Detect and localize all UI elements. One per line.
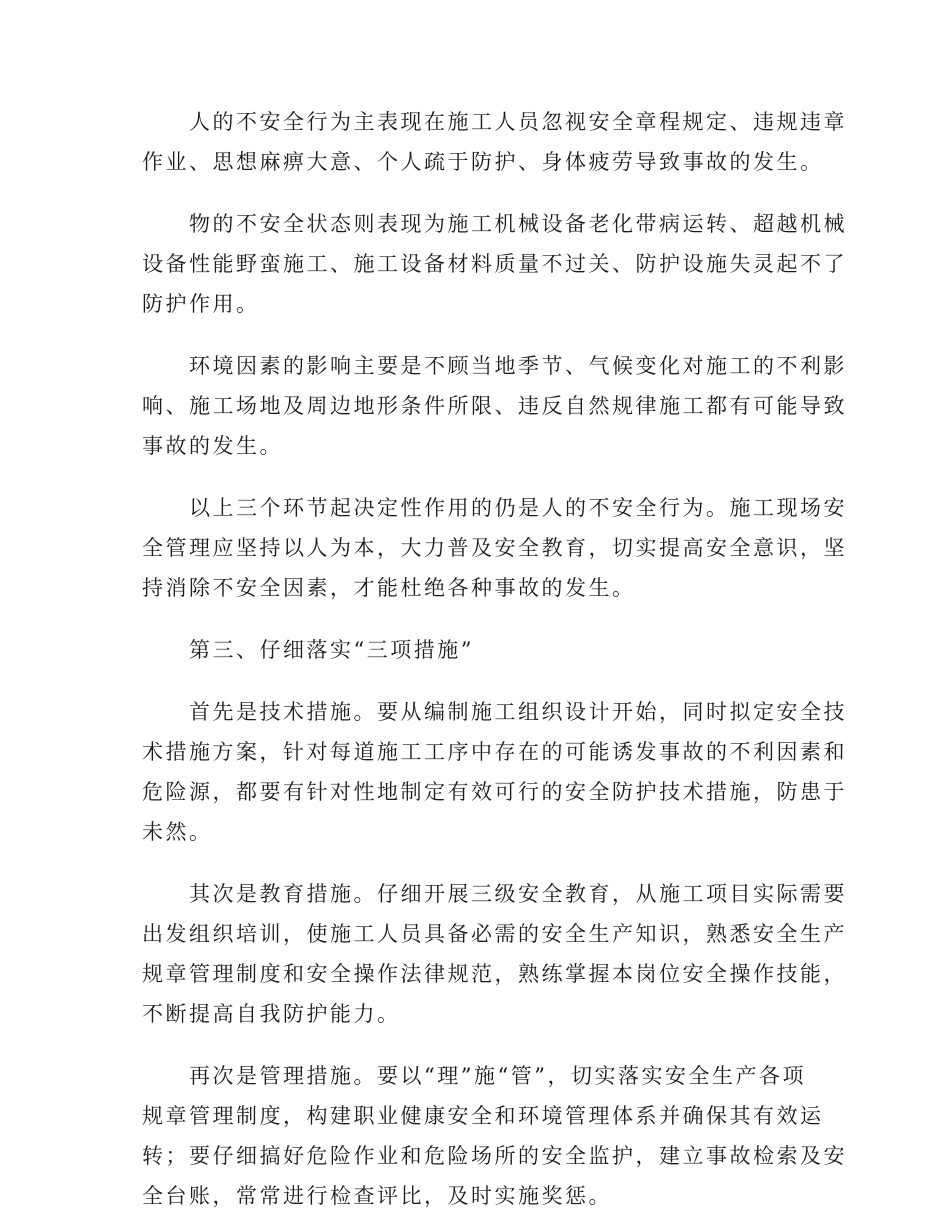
paragraph-line: 未然。 [142, 820, 213, 844]
paragraph-line: 设备性能野蛮施工、施工设备材料质量不过关、防护设施失灵起不了 [142, 252, 847, 276]
paragraph-line: 全管理应坚持以人为本，大力普及安全教育，切实提高安全意识，坚 [142, 536, 847, 560]
paragraph-line: 规章管理制度和安全操作法律规范，熟练掌握本岗位安全操作技能， [142, 962, 847, 986]
paragraph-line: 首先是技术措施。要从编制施工组织设计开始，同时拟定安全技 [189, 700, 847, 724]
paragraph-4 [142, 488, 847, 608]
paragraph-3 [142, 346, 847, 466]
paragraph-line: 全台账，常常进行检查评比，及时实施奖惩。 [142, 1184, 612, 1208]
paragraph-line: 响、施工场地及周边地形条件所限、违反自然规律施工都有可能导致 [142, 394, 847, 418]
paragraph-line: 以上三个环节起决定性作用的仍是人的不安全行为。施工现场安 [189, 496, 847, 520]
paragraph-line: 环境因素的影响主要是不顾当地季节、气候变化对施工的不利影 [189, 354, 847, 378]
paragraph-8 [142, 1056, 847, 1216]
paragraph-line: 术措施方案，针对每道施工工序中存在的可能诱发事故的不利因素和 [142, 740, 847, 764]
paragraph-line: 其次是教育措施。仔细开展三级安全教育，从施工项目实际需要 [189, 882, 847, 906]
paragraph-line: 物的不安全状态则表现为施工机械设备老化带病运转、超越机械 [189, 212, 847, 236]
heading-line: 第三、仔细落实“三项措施” [189, 638, 474, 662]
paragraph-line: 转；要仔细搞好危险作业和危险场所的安全监护，建立事故检索及安 [142, 1144, 847, 1168]
paragraph-6 [142, 692, 847, 852]
paragraph-line: 人的不安全行为主表现在施工人员忽视安全章程规定、违规违章 [189, 110, 847, 134]
paragraph-line: 防护作用。 [142, 292, 260, 316]
paragraph-line: 规章管理制度，构建职业健康安全和环境管理体系并确保其有效运 [142, 1104, 824, 1128]
paragraph-line: 危险源，都要有针对性地制定有效可行的安全防护技术措施，防患于 [142, 780, 847, 804]
paragraph-7 [142, 874, 847, 1034]
paragraph-line: 再次是管理措施。要以“理”施“管”，切实落实安全生产各项 [189, 1064, 806, 1088]
paragraph-2 [142, 204, 847, 324]
paragraph-line: 作业、思想麻痹大意、个人疏于防护、身体疲劳导致事故的发生。 [142, 150, 824, 174]
paragraph-1 [142, 102, 847, 182]
document-body [142, 102, 847, 1230]
paragraph-line: 持消除不安全因素，才能杜绝各种事故的发生。 [142, 576, 636, 600]
paragraph-line: 不断提高自我防护能力。 [142, 1002, 401, 1026]
section-heading [142, 630, 802, 670]
paragraph-line: 事故的发生。 [142, 434, 283, 458]
paragraph-line: 出发组织培训，使施工人员具备必需的安全生产知识，熟悉安全生产 [142, 922, 847, 946]
